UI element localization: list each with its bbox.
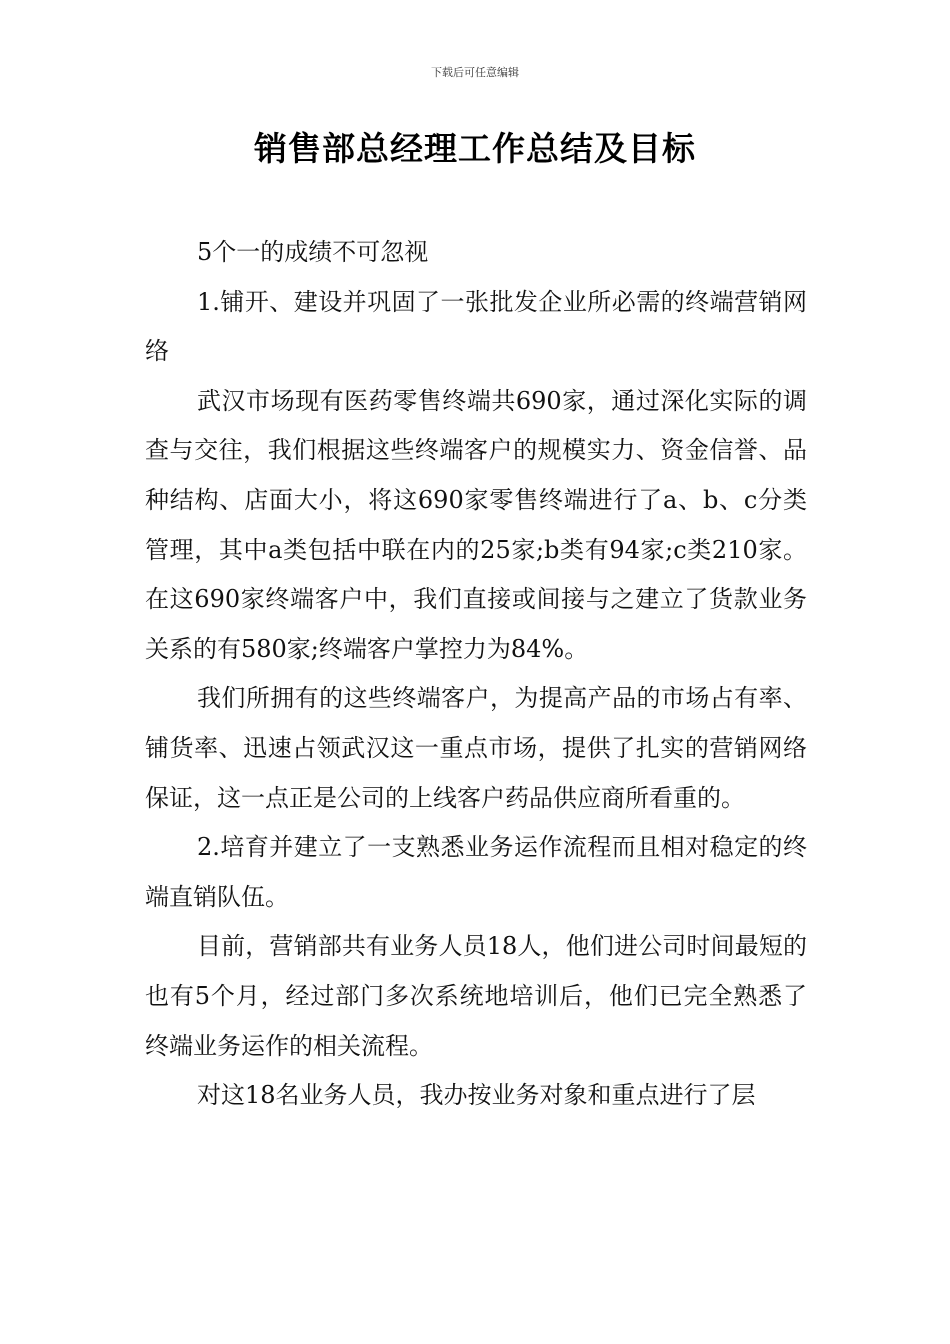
document-title: 销售部总经理工作总结及目标	[254, 129, 696, 168]
paragraph-item-1-heading: 1.铺开、建设并巩固了一张批发企业所必需的终端营销网络	[145, 287, 807, 366]
paragraph-heading-achievements: 5个一的成绩不可忽视	[197, 238, 429, 266]
paragraph-network-value: 我们所拥有的这些终端客户，为提高产品的市场占有率、铺货率、迅速占领武汉这一重点市场，提供了扎实的营销网络保证，这一点正是公司的上线客户药品供应商所看重的。	[145, 684, 807, 812]
document-body	[145, 228, 807, 1121]
paragraph-staff-management: 对这18名业务人员，我办按业务对象和重点进行了层	[197, 1081, 756, 1110]
paragraph-terminal-network: 武汉市场现有医药零售终端共690家，通过深化实际的调查与交往，我们根据这些终端客户的规模实力、资金信誉、品种结构、店面大小，将这690家零售终端进行了a、b、c分类管理，其中a类包括中联在内的25家;b类有94家;c类210家。在这690家终端客户中，我们直接或间接与之建立了货款业务关系的有580家;终端客户掌控力为84%。	[145, 386, 807, 663]
paragraph-item-2-heading: 2.培育并建立了一支熟悉业务运作流程而且相对稳定的终端直销队伍。	[145, 833, 807, 911]
header-note: 下载后可任意编辑	[431, 66, 519, 79]
paragraph-sales-staff: 目前，营销部共有业务人员18人，他们进公司时间最短的也有5个月，经过部门多次系统地培训后，他们已完全熟悉了终端业务运作的相关流程。	[145, 932, 807, 1060]
